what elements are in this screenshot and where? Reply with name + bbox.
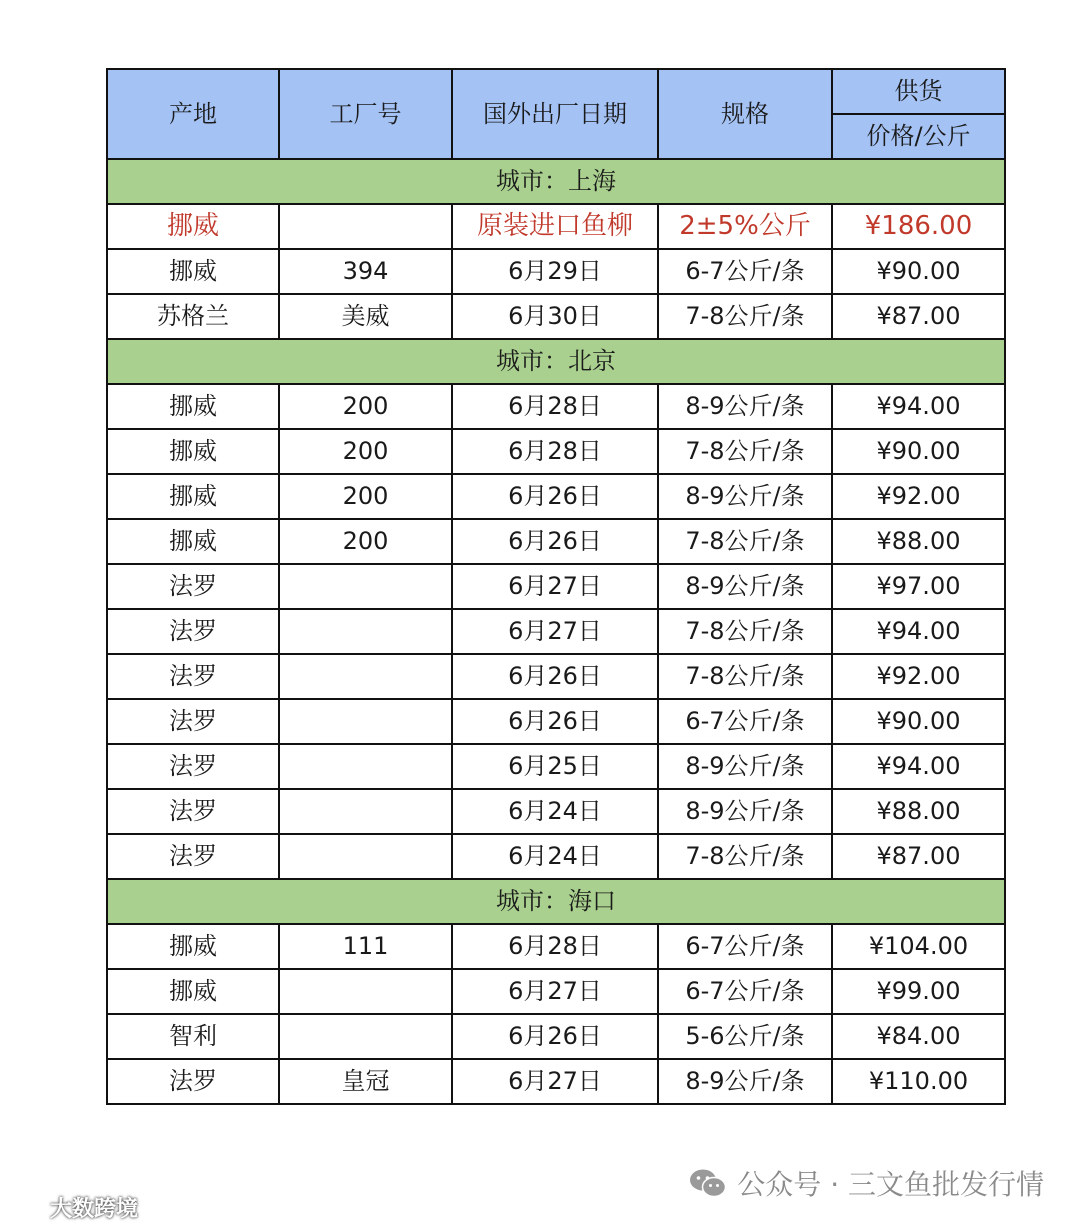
cell-spec: 8-9公斤/条 [658,564,832,609]
cell-origin: 法罗 [107,654,279,699]
cell-spec: 6-7公斤/条 [658,249,832,294]
table-row [107,204,1005,249]
cell-price: ¥97.00 [832,564,1005,609]
cell-date: 6月28日 [452,429,658,474]
cell-factory [279,699,452,744]
table-row [107,384,1005,429]
cell-origin: 挪威 [107,519,279,564]
table-row [107,1014,1005,1059]
cell-date: 6月24日 [452,834,658,879]
cell-spec: 7-8公斤/条 [658,294,832,339]
cell-spec: 7-8公斤/条 [658,834,832,879]
cell-price: ¥87.00 [832,294,1005,339]
footer-text: 公众号 · 三文鱼批发行情 [737,1168,1044,1201]
cell-price: ¥186.00 [832,204,1005,249]
table-row [107,429,1005,474]
cell-price: ¥90.00 [832,249,1005,294]
cell-price: ¥87.00 [832,834,1005,879]
cell-spec: 6-7公斤/条 [658,699,832,744]
corner-watermark-text: 大数跨境 [50,1197,139,1222]
cell-origin: 法罗 [107,699,279,744]
cell-origin: 法罗 [107,1059,279,1104]
cell-origin: 挪威 [107,969,279,1014]
cell-factory: 200 [279,384,452,429]
cell-price: ¥90.00 [832,429,1005,474]
cell-factory: 111 [279,924,452,969]
cell-date: 6月29日 [452,249,658,294]
table-row [107,609,1005,654]
cell-price: ¥110.00 [832,1059,1005,1104]
cell-factory [279,834,452,879]
cell-date: 6月24日 [452,789,658,834]
cell-price: ¥94.00 [832,744,1005,789]
cell-price: ¥104.00 [832,924,1005,969]
cell-origin: 苏格兰 [107,294,279,339]
header-supply: 供货 [832,69,1005,114]
cell-date: 6月26日 [452,654,658,699]
cell-date: 6月28日 [452,384,658,429]
table-header [107,69,1005,159]
cell-origin: 挪威 [107,204,279,249]
cell-spec: 7-8公斤/条 [658,609,832,654]
table-row [107,744,1005,789]
cell-spec: 7-8公斤/条 [658,519,832,564]
cell-factory [279,789,452,834]
cell-origin: 法罗 [107,789,279,834]
cell-spec: 5-6公斤/条 [658,1014,832,1059]
cell-factory: 200 [279,474,452,519]
header-origin: 产地 [107,69,279,159]
cell-spec: 8-9公斤/条 [658,789,832,834]
city-row [107,159,1005,204]
city-row [107,879,1005,924]
cell-origin: 挪威 [107,249,279,294]
table-row [107,969,1005,1014]
cell-factory [279,654,452,699]
cell-date: 6月25日 [452,744,658,789]
city-label: 城市：上海 [107,159,1005,204]
cell-date: 6月26日 [452,519,658,564]
city-label: 城市：北京 [107,339,1005,384]
cell-price: ¥99.00 [832,969,1005,1014]
cell-origin: 法罗 [107,744,279,789]
cell-origin: 挪威 [107,384,279,429]
cell-factory: 200 [279,519,452,564]
cell-date: 原装进口鱼柳 [452,204,658,249]
cell-spec: 6-7公斤/条 [658,969,832,1014]
table-row [107,294,1005,339]
cell-origin: 挪威 [107,429,279,474]
table-row [107,924,1005,969]
cell-price: ¥84.00 [832,1014,1005,1059]
header-factory: 工厂号 [279,69,452,159]
header-price: 价格/公斤 [832,114,1005,159]
cell-date: 6月28日 [452,924,658,969]
city-label: 城市：海口 [107,879,1005,924]
cell-date: 6月26日 [452,1014,658,1059]
cell-date: 6月27日 [452,564,658,609]
cell-factory: 美威 [279,294,452,339]
cell-factory [279,609,452,654]
table-row [107,519,1005,564]
table-row [107,789,1005,834]
cell-factory: 200 [279,429,452,474]
footer-watermark [689,1163,1044,1203]
city-row [107,339,1005,384]
header-spec: 规格 [658,69,832,159]
cell-spec: 6-7公斤/条 [658,924,832,969]
cell-price: ¥90.00 [832,699,1005,744]
cell-spec: 8-9公斤/条 [658,474,832,519]
cell-price: ¥92.00 [832,474,1005,519]
table-row [107,699,1005,744]
cell-factory [279,204,452,249]
table-row [107,474,1005,519]
cell-date: 6月27日 [452,969,658,1014]
cell-date: 6月30日 [452,294,658,339]
table-row [107,1059,1005,1104]
cell-spec: 8-9公斤/条 [658,744,832,789]
cell-factory: 394 [279,249,452,294]
table-body [107,159,1005,1104]
cell-spec: 8-9公斤/条 [658,384,832,429]
cell-origin: 法罗 [107,564,279,609]
cell-origin: 法罗 [107,834,279,879]
table-row [107,654,1005,699]
corner-logo-icon [6,1197,46,1219]
cell-spec: 7-8公斤/条 [658,654,832,699]
cell-price: ¥94.00 [832,384,1005,429]
cell-spec: 2±5%公斤 [658,204,832,249]
cell-date: 6月26日 [452,699,658,744]
cell-spec: 8-9公斤/条 [658,1059,832,1104]
table-row [107,564,1005,609]
cell-factory [279,744,452,789]
cell-factory [279,969,452,1014]
cell-factory: 皇冠 [279,1059,452,1104]
cell-date: 6月27日 [452,609,658,654]
table-row [107,834,1005,879]
cell-price: ¥88.00 [832,789,1005,834]
cell-origin: 挪威 [107,474,279,519]
cell-origin: 智利 [107,1014,279,1059]
cell-origin: 挪威 [107,924,279,969]
cell-price: ¥94.00 [832,609,1005,654]
cell-spec: 7-8公斤/条 [658,429,832,474]
header-date: 国外出厂日期 [452,69,658,159]
price-table [106,68,1006,1105]
cell-factory [279,564,452,609]
corner-watermark [6,1192,138,1223]
cell-date: 6月27日 [452,1059,658,1104]
cell-origin: 法罗 [107,609,279,654]
cell-price: ¥88.00 [832,519,1005,564]
wechat-icon [689,1168,727,1198]
cell-price: ¥92.00 [832,654,1005,699]
cell-factory [279,1014,452,1059]
cell-date: 6月26日 [452,474,658,519]
table-row [107,249,1005,294]
